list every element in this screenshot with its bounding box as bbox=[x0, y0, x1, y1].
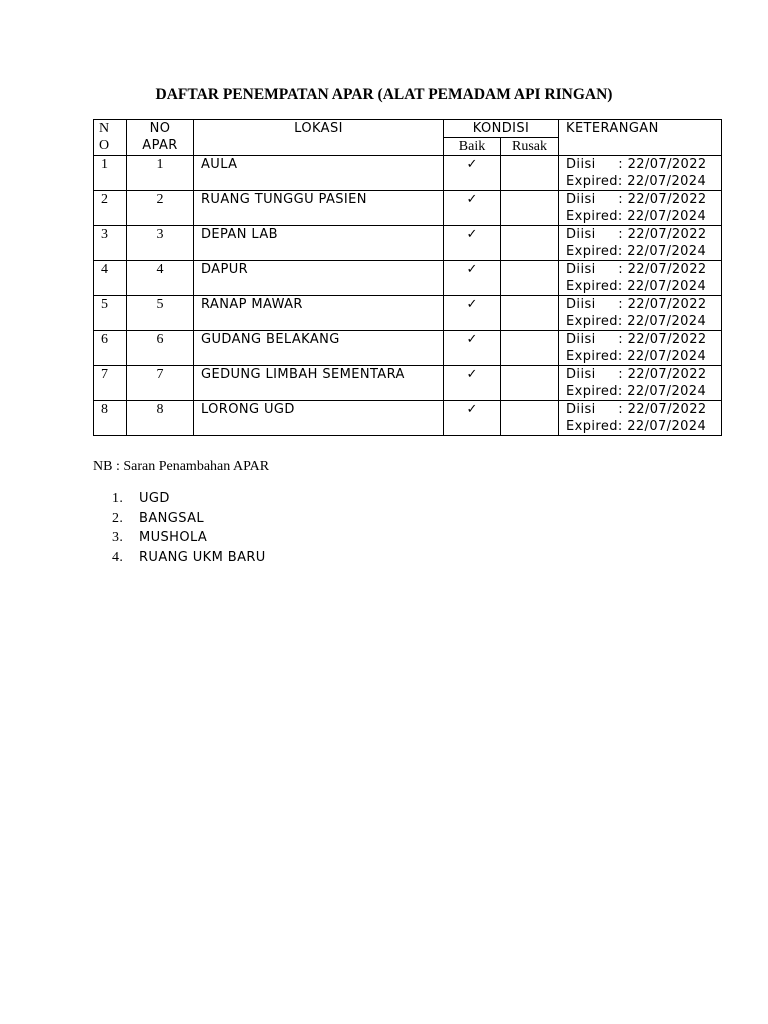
list-item-text: MUSHOLA bbox=[139, 530, 208, 545]
cell-lokasi: GEDUNG LIMBAH SEMENTARA bbox=[194, 366, 444, 401]
cell-lokasi: DAPUR bbox=[194, 261, 444, 296]
keterangan-expired: Expired: 22/07/2024 bbox=[566, 384, 707, 399]
header-no-line1: N bbox=[99, 121, 110, 136]
keterangan-expired: Expired: 22/07/2024 bbox=[566, 349, 707, 364]
keterangan-diisi: Diisi : 22/07/2022 bbox=[566, 297, 707, 312]
cell-lokasi: AULA bbox=[194, 156, 444, 191]
keterangan-expired: Expired: 22/07/2024 bbox=[566, 244, 707, 259]
cell-no: 1 bbox=[94, 156, 127, 191]
cell-no: 3 bbox=[94, 226, 127, 261]
cell-keterangan bbox=[559, 401, 722, 436]
cell-keterangan bbox=[559, 296, 722, 331]
list-item bbox=[112, 548, 266, 568]
cell-rusak bbox=[501, 226, 559, 261]
cell-lokasi: DEPAN LAB bbox=[194, 226, 444, 261]
cell-lokasi: RANAP MAWAR bbox=[194, 296, 444, 331]
cell-no: 8 bbox=[94, 401, 127, 436]
list-item-number: 1. bbox=[112, 491, 124, 506]
list-item-number: 4. bbox=[112, 549, 124, 565]
cell-rusak bbox=[501, 261, 559, 296]
cell-rusak bbox=[501, 401, 559, 436]
header-no bbox=[94, 120, 127, 156]
table-row bbox=[94, 261, 722, 296]
cell-keterangan bbox=[559, 331, 722, 366]
list-item-number: 2. bbox=[112, 510, 124, 526]
table-row bbox=[94, 191, 722, 226]
apar-table bbox=[93, 119, 722, 436]
keterangan-diisi: Diisi : 22/07/2022 bbox=[566, 402, 707, 417]
cell-rusak bbox=[501, 191, 559, 226]
keterangan-diisi: Diisi : 22/07/2022 bbox=[566, 227, 707, 242]
table-row bbox=[94, 401, 722, 436]
table-row bbox=[94, 226, 722, 261]
cell-no-apar: 2 bbox=[127, 191, 194, 226]
header-no-line2: O bbox=[99, 138, 110, 153]
cell-keterangan bbox=[559, 226, 722, 261]
list-item-number: 3. bbox=[112, 530, 124, 545]
header-no-apar-line2: APAR bbox=[142, 138, 178, 153]
cell-baik-checkmark-icon: ✓ bbox=[444, 401, 501, 436]
table-row bbox=[94, 331, 722, 366]
cell-no: 6 bbox=[94, 331, 127, 366]
table-row bbox=[94, 296, 722, 331]
cell-keterangan bbox=[559, 261, 722, 296]
cell-no-apar: 4 bbox=[127, 261, 194, 296]
list-item bbox=[112, 489, 266, 509]
table-row bbox=[94, 156, 722, 191]
cell-no-apar: 1 bbox=[127, 156, 194, 191]
cell-baik-checkmark-icon: ✓ bbox=[444, 331, 501, 366]
cell-keterangan bbox=[559, 366, 722, 401]
cell-no-apar: 6 bbox=[127, 331, 194, 366]
keterangan-diisi: Diisi : 22/07/2022 bbox=[566, 367, 707, 382]
header-baik: Baik bbox=[444, 138, 501, 156]
document-title: DAFTAR PENEMPATAN APAR (ALAT PEMADAM API RINGAN) bbox=[155, 86, 613, 103]
list-item-text: RUANG UKM BARU bbox=[139, 549, 266, 565]
header-lokasi: LOKASI bbox=[194, 120, 444, 156]
keterangan-diisi: Diisi : 22/07/2022 bbox=[566, 332, 707, 347]
saran-list bbox=[112, 489, 266, 567]
cell-rusak bbox=[501, 156, 559, 191]
cell-baik-checkmark-icon: ✓ bbox=[444, 366, 501, 401]
header-no-apar bbox=[127, 120, 194, 156]
header-kondisi: KONDISI bbox=[444, 120, 559, 138]
list-item bbox=[112, 509, 266, 529]
cell-no: 2 bbox=[94, 191, 127, 226]
cell-lokasi: GUDANG BELAKANG bbox=[194, 331, 444, 366]
cell-lokasi: LORONG UGD bbox=[194, 401, 444, 436]
header-no-apar-line1: NO bbox=[149, 121, 171, 136]
cell-no-apar: 7 bbox=[127, 366, 194, 401]
keterangan-expired: Expired: 22/07/2024 bbox=[566, 209, 707, 224]
table-body bbox=[94, 156, 722, 436]
keterangan-expired: Expired: 22/07/2024 bbox=[566, 174, 707, 189]
cell-baik-checkmark-icon: ✓ bbox=[444, 226, 501, 261]
table-header-row bbox=[94, 120, 722, 138]
cell-keterangan bbox=[559, 156, 722, 191]
keterangan-diisi: Diisi : 22/07/2022 bbox=[566, 192, 707, 207]
keterangan-expired: Expired: 22/07/2024 bbox=[566, 419, 707, 434]
keterangan-diisi: Diisi : 22/07/2022 bbox=[566, 157, 707, 172]
list-item-text: UGD bbox=[139, 491, 170, 506]
cell-lokasi: RUANG TUNGGU PASIEN bbox=[194, 191, 444, 226]
cell-baik-checkmark-icon: ✓ bbox=[444, 296, 501, 331]
cell-baik-checkmark-icon: ✓ bbox=[444, 191, 501, 226]
cell-rusak bbox=[501, 331, 559, 366]
list-item bbox=[112, 528, 266, 548]
cell-no-apar: 5 bbox=[127, 296, 194, 331]
header-keterangan: KETERANGAN bbox=[559, 120, 722, 156]
cell-baik-checkmark-icon: ✓ bbox=[444, 156, 501, 191]
keterangan-expired: Expired: 22/07/2024 bbox=[566, 279, 707, 294]
cell-baik-checkmark-icon: ✓ bbox=[444, 261, 501, 296]
keterangan-diisi: Diisi : 22/07/2022 bbox=[566, 262, 707, 277]
cell-rusak bbox=[501, 296, 559, 331]
cell-rusak bbox=[501, 366, 559, 401]
header-rusak: Rusak bbox=[501, 138, 559, 156]
table-row bbox=[94, 366, 722, 401]
nb-label: NB : Saran Penambahan APAR bbox=[93, 459, 270, 474]
cell-no-apar: 8 bbox=[127, 401, 194, 436]
cell-keterangan bbox=[559, 191, 722, 226]
keterangan-expired: Expired: 22/07/2024 bbox=[566, 314, 707, 329]
cell-no: 5 bbox=[94, 296, 127, 331]
cell-no: 7 bbox=[94, 366, 127, 401]
list-item-text: BANGSAL bbox=[139, 510, 205, 526]
cell-no: 4 bbox=[94, 261, 127, 296]
cell-no-apar: 3 bbox=[127, 226, 194, 261]
